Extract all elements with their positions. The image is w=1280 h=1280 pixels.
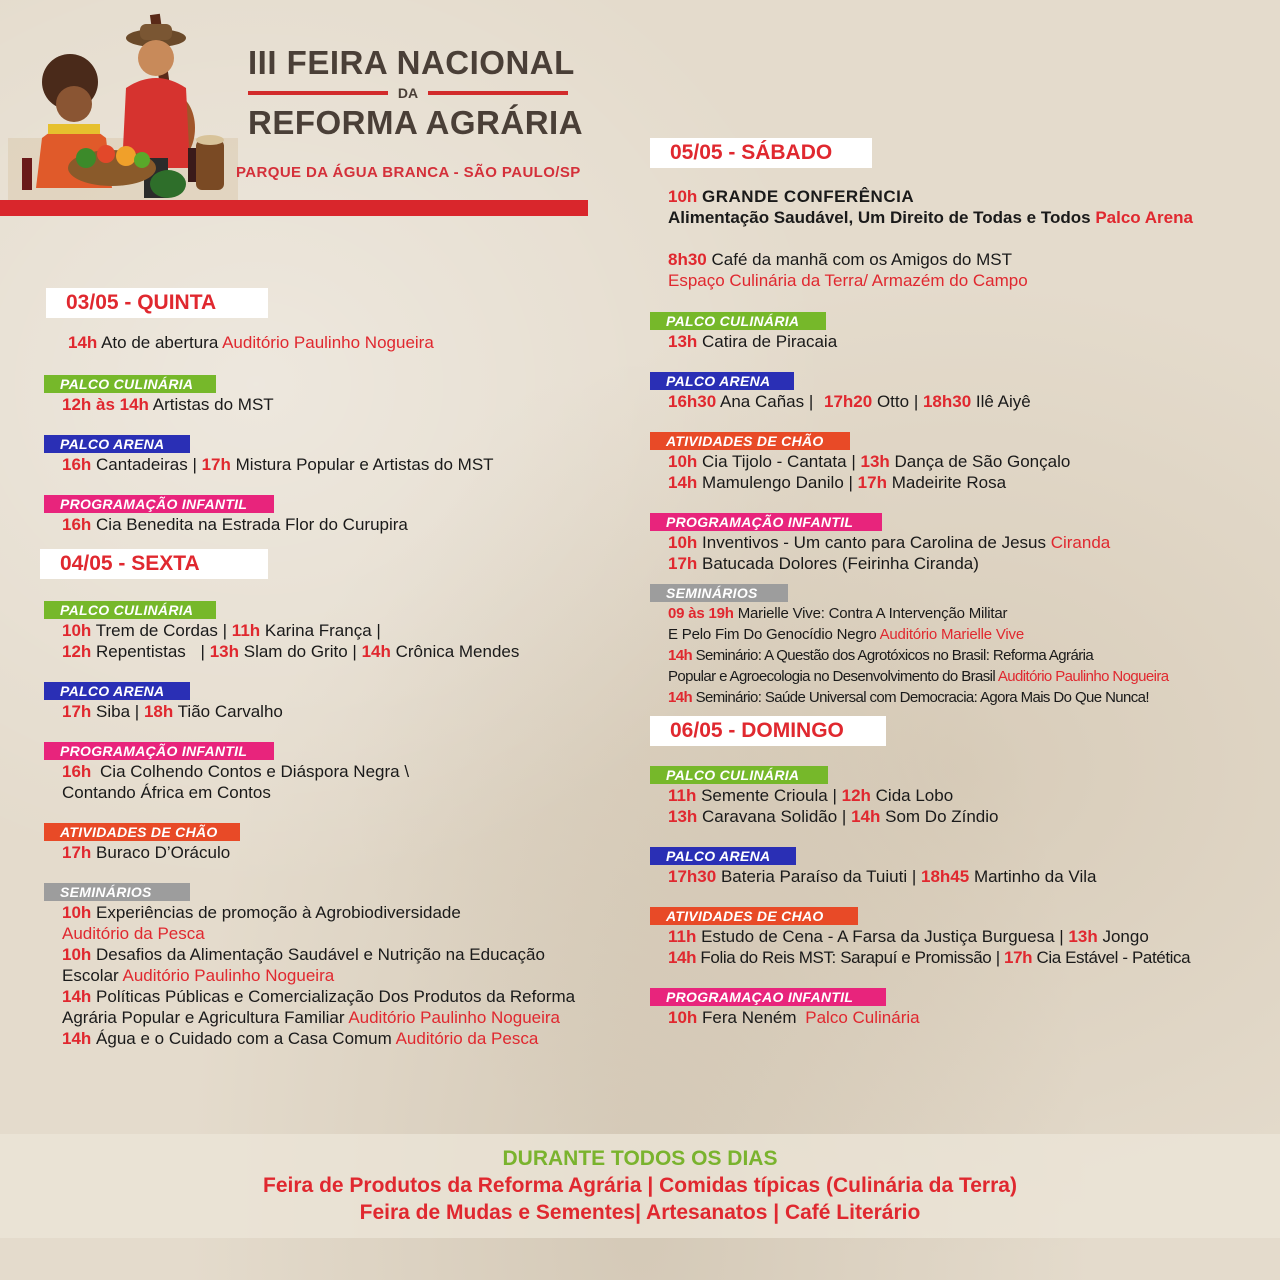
event-line [650, 926, 1270, 947]
separator: | [808, 392, 814, 411]
venue-label: Espaço Culinária da Terra/ Armazém do Campo [668, 271, 1028, 290]
event-location: PARQUE DA ÁGUA BRANCA - SÃO PAULO/SP [236, 164, 581, 181]
sabado-cafe [650, 249, 1270, 291]
time-label: 13h [668, 807, 698, 826]
venue-label: Auditório da Pesca [62, 924, 205, 943]
venue-label: Auditório Paulinho Nogueira [348, 1008, 561, 1027]
event-line [44, 842, 600, 863]
event-line [668, 186, 1270, 207]
time-label: 10h [668, 452, 698, 471]
time-label: 17h [201, 455, 231, 474]
domingo-chao [650, 907, 1270, 968]
event-text: Alimentação Saudável, Um Direito de Todas e Todos [668, 208, 1091, 227]
separator: | [841, 807, 847, 826]
time-label: 12h [62, 642, 92, 661]
event-line [650, 687, 1270, 708]
time-label: 14h [361, 642, 391, 661]
event-text: Escolar [62, 966, 119, 985]
domingo-culinaria [650, 766, 1270, 827]
time-label: 12h às 14h [62, 395, 149, 414]
quinta-opening [40, 332, 600, 353]
event-line [650, 645, 1270, 666]
artist-name: Mistura Popular e Artistas do MST [235, 455, 494, 474]
event-line [44, 620, 600, 641]
sexta-chao [40, 823, 600, 863]
time-label: 10h [62, 945, 92, 964]
time-label: 17h30 [668, 867, 717, 886]
day-header-domingo [650, 716, 1270, 746]
separator: | [376, 621, 381, 640]
right-column [650, 138, 1270, 1028]
time-label: 14h [668, 473, 698, 492]
sexta-seminarios [40, 883, 600, 1049]
artist-name: Caravana Solidão [702, 807, 838, 826]
time-label: 14h [851, 807, 881, 826]
event-line [650, 603, 1270, 624]
time-label: 14h [62, 1029, 92, 1048]
venue-label: Auditório Marielle Vive [879, 626, 1024, 643]
event-text: Cia Benedita na Estrada Flor do Curupira [96, 515, 408, 534]
event-text: Políticas Públicas e Comercialização Dos Produtos da Reforma [96, 987, 576, 1006]
event-line [668, 249, 1270, 270]
event-line [44, 965, 600, 986]
artist-name: Otto [876, 392, 910, 411]
separator: | [222, 621, 228, 640]
separator: | [134, 702, 140, 721]
separator: | [200, 642, 205, 661]
separator: | [911, 867, 917, 886]
artist-name: Siba [96, 702, 131, 721]
logo-title-line1: III FEIRA NACIONAL [248, 44, 575, 81]
time-label: 18h [143, 702, 174, 721]
time-label: 16h [62, 762, 92, 781]
tag-programacao-infantil: PROGRAMAÇÃO INFANTIL [44, 742, 274, 760]
separator: | [1059, 927, 1064, 946]
event-text: Contando África em Contos [62, 783, 271, 802]
quinta-infantil [40, 495, 600, 535]
event-text: Desafios da Alimentação Saudável e Nutrição na Educação [96, 945, 545, 964]
sexta-culinaria [40, 601, 600, 662]
venue-label: Palco Culinária [805, 1008, 920, 1027]
day-header-sabado [650, 138, 1270, 168]
event-text: Seminário: A Questão dos Agrotóxicos no Brasil: Reforma Agrária [695, 647, 1094, 664]
event-line [650, 1007, 1270, 1028]
separator: | [192, 455, 197, 474]
day-header-sexta [40, 549, 600, 579]
time-label: 18h30 [922, 392, 972, 411]
venue-label: Auditório da Pesca [395, 1029, 539, 1048]
time-label: 12h [841, 786, 871, 805]
separator: | [913, 392, 919, 411]
artist-name: Trem de Cordas [95, 621, 218, 640]
event-text: Marielle Vive: Contra A Intervenção Militar [737, 605, 1008, 622]
tag-atividades-de-chao: ATIVIDADES DE CHÃO [650, 432, 850, 450]
day-title-sabado: 05/05 - SÁBADO [650, 138, 872, 168]
event-line [668, 207, 1270, 228]
event-text: Buraco D’Oráculo [96, 843, 231, 862]
time-label: 14h [668, 689, 693, 706]
event-line [650, 451, 1270, 472]
venue-label: Auditório Paulinho Nogueira [997, 668, 1169, 685]
event-line [650, 391, 1270, 412]
logo-rule-right [428, 91, 568, 95]
time-label: 14h [68, 333, 98, 352]
quinta-culinaria [40, 375, 600, 415]
event-line [44, 782, 600, 803]
time-label: 13h [1068, 927, 1098, 946]
event-text: Fera Neném [702, 1008, 797, 1027]
artist-name: Cia Tijolo - Cantata [702, 452, 847, 471]
event-line [650, 331, 1270, 352]
event-line [44, 454, 600, 475]
event-line [44, 701, 600, 722]
time-label: 17h [62, 702, 92, 721]
time-label: 14h [668, 948, 697, 967]
event-line [650, 806, 1270, 827]
event-line [650, 553, 1270, 574]
artist-name: Crônica Mendes [395, 642, 520, 661]
logo-title-line3: REFORMA AGRÁRIA [248, 104, 584, 141]
time-label: 17h20 [824, 392, 873, 411]
time-label: 13h [668, 332, 698, 351]
artist-name: Semente Crioula [701, 786, 828, 805]
artist-name: Ilê Aiyê [975, 392, 1031, 411]
domingo-infantil [650, 988, 1270, 1028]
time-label: 16h [62, 455, 92, 474]
festival-illustration [8, 8, 238, 204]
time-label: 17h [1004, 948, 1033, 967]
quinta-arena [40, 435, 600, 475]
time-label: 11h [231, 621, 261, 640]
event-line [44, 1028, 600, 1049]
event-line [44, 902, 600, 923]
event-line [650, 532, 1270, 553]
tag-seminarios: SEMINÁRIOS [44, 883, 190, 901]
separator: | [352, 642, 357, 661]
tag-palco-culinaria: PALCO CULINÁRIA [650, 312, 826, 330]
event-line [44, 986, 600, 1007]
artist-name: Martinho da Vila [973, 867, 1097, 886]
tag-seminarios: SEMINÁRIOS [650, 584, 788, 602]
separator: | [995, 948, 1000, 967]
sabado-culinaria [650, 312, 1270, 352]
artist-name: Tião Carvalho [177, 702, 283, 721]
tag-programacao-infantil: PROGRAMAÇÃO INFANTIL [44, 495, 274, 513]
time-label: 10h [668, 187, 698, 206]
event-line [44, 394, 600, 415]
artist-name: Ana Cañas [720, 392, 805, 411]
time-label: 14h [668, 647, 693, 664]
tag-palco-arena: PALCO ARENA [650, 847, 796, 865]
time-label: 10h [62, 903, 92, 922]
artist-name: Cantadeiras [96, 455, 188, 474]
event-line [650, 866, 1270, 887]
tag-atividades-de-chao: ATIVIDADES DE CHÃO [44, 823, 240, 841]
tag-palco-culinaria: PALCO CULINÁRIA [44, 375, 216, 393]
venue-label: Ciranda [1050, 533, 1111, 552]
event-text: Água e o Cuidado com a Casa Comum [96, 1029, 392, 1048]
event-text: E Pelo Fim Do Genocídio Negro [668, 626, 877, 643]
tag-palco-arena: PALCO ARENA [44, 435, 190, 453]
time-label: 17h [857, 473, 887, 492]
event-text: Artistas do MST [152, 395, 274, 414]
artist-name: Madeirite Rosa [891, 473, 1007, 492]
artist-name: Mamulengo Danilo [702, 473, 844, 492]
day-title-domingo: 06/05 - DOMINGO [650, 716, 886, 746]
sabado-seminarios [650, 584, 1270, 708]
logo-da-row [248, 82, 568, 104]
time-label: 10h [668, 1008, 698, 1027]
time-label: 18h45 [921, 867, 970, 886]
time-label: 11h [668, 927, 697, 946]
logo-rule-left [248, 91, 388, 95]
event-text: Experiências de promoção à Agrobiodiversidade [96, 903, 461, 922]
time-label: 8h30 [668, 250, 707, 269]
separator: | [848, 473, 853, 492]
time-label: 14h [62, 987, 92, 1006]
time-label: 13h [860, 452, 890, 471]
event-line [668, 270, 1270, 291]
artist-name: Folia do Reis MST: Sarapuí e Promissão [700, 948, 992, 967]
event-line [44, 761, 600, 782]
event-line [650, 947, 1270, 968]
left-column [40, 288, 600, 1049]
sabado-arena [650, 372, 1270, 412]
sexta-infantil [40, 742, 600, 803]
event-title: GRANDE CONFERÊNCIA [702, 187, 915, 206]
venue-label: Auditório Paulinho Nogueira [122, 966, 335, 985]
event-line [44, 641, 600, 662]
time-label: 10h [62, 621, 92, 640]
sabado-conferencia [650, 186, 1270, 228]
day-title-quinta: 03/05 - QUINTA [46, 288, 268, 318]
day-header-quinta [46, 288, 274, 318]
festival-logo [248, 44, 584, 142]
logo-title-da: DA [397, 85, 419, 101]
event-line [44, 1007, 600, 1028]
artist-name: Cia Estável - Patética [1036, 948, 1191, 967]
time-label: 17h [62, 843, 92, 862]
event-text: Catira de Piracaia [702, 332, 838, 351]
footer-title: DURANTE TODOS OS DIAS [502, 1147, 778, 1170]
event-text: Seminário: Saúde Universal com Democracia: Agora Mais Do Que Nunca! [695, 689, 1149, 706]
artist-name: Dança de São Gonçalo [894, 452, 1071, 471]
event-text: Ato de abertura [101, 333, 219, 352]
artist-name: Slam do Grito [243, 642, 348, 661]
separator: | [851, 452, 856, 471]
artist-name: Repentistas [96, 642, 186, 661]
event-line [44, 923, 600, 944]
footer-line2: Feira de Mudas e Sementes| Artesanatos | Café Literário [359, 1201, 921, 1224]
event-text: Batucada Dolores (Feirinha Ciranda) [702, 554, 979, 573]
event-text: Inventivos - Um canto para Carolina de Jesus [702, 533, 1046, 552]
domingo-arena [650, 847, 1270, 887]
footer-line1: Feira de Produtos da Reforma Agrária | Comidas típicas (Culinária da Terra) [263, 1174, 1017, 1197]
time-label: 13h [209, 642, 239, 661]
tag-palco-arena: PALCO ARENA [650, 372, 794, 390]
event-line [650, 472, 1270, 493]
time-label: 11h [668, 786, 697, 805]
artist-name: Karina França [264, 621, 372, 640]
sabado-infantil [650, 513, 1270, 574]
tag-palco-arena: PALCO ARENA [44, 682, 190, 700]
tag-palco-culinaria: PALCO CULINÁRIA [44, 601, 216, 619]
event-line [650, 785, 1270, 806]
artist-name: Som Do Zíndio [885, 807, 999, 826]
tag-programacao-infantil: PROGRAMAÇAO INFANTIL [650, 988, 886, 1006]
event-text: Cia Colhendo Contos e Diáspora Negra \ [100, 762, 410, 781]
time-label: 09 às 19h [668, 605, 734, 622]
day-title-sexta: 04/05 - SEXTA [40, 549, 268, 579]
tag-palco-culinaria: PALCO CULINÁRIA [650, 766, 828, 784]
time-label: 16h30 [668, 392, 717, 411]
footer [0, 1146, 1280, 1226]
sexta-arena [40, 682, 600, 722]
tag-programacao-infantil: PROGRAMAÇÃO INFANTIL [650, 513, 882, 531]
event-line [44, 514, 600, 535]
artist-name: Estudo de Cena - A Farsa da Justiça Burguesa [701, 927, 1055, 946]
separator: | [832, 786, 837, 805]
event-line [44, 944, 600, 965]
tag-atividades-de-chao: ATIVIDADES DE CHAO [650, 907, 858, 925]
event-text: Agrária Popular e Agricultura Familiar [62, 1008, 345, 1027]
time-label: 17h [668, 554, 698, 573]
artist-name: Cida Lobo [875, 786, 954, 805]
header-red-bar [0, 200, 588, 216]
event-text: Café da manhã com os Amigos do MST [711, 250, 1012, 269]
time-label: 10h [668, 533, 698, 552]
event-text: Popular e Agroecologia no Desenvolvimento do Brasil [668, 668, 996, 685]
artist-name: Bateria Paraíso da Tuiuti [720, 867, 908, 886]
venue-label: Auditório Paulinho Nogueira [222, 333, 434, 352]
event-line [650, 624, 1270, 645]
venue-label: Palco Arena [1095, 208, 1193, 227]
event-line [650, 666, 1270, 687]
artist-name: Jongo [1102, 927, 1149, 946]
sabado-chao [650, 432, 1270, 493]
time-label: 16h [62, 515, 92, 534]
